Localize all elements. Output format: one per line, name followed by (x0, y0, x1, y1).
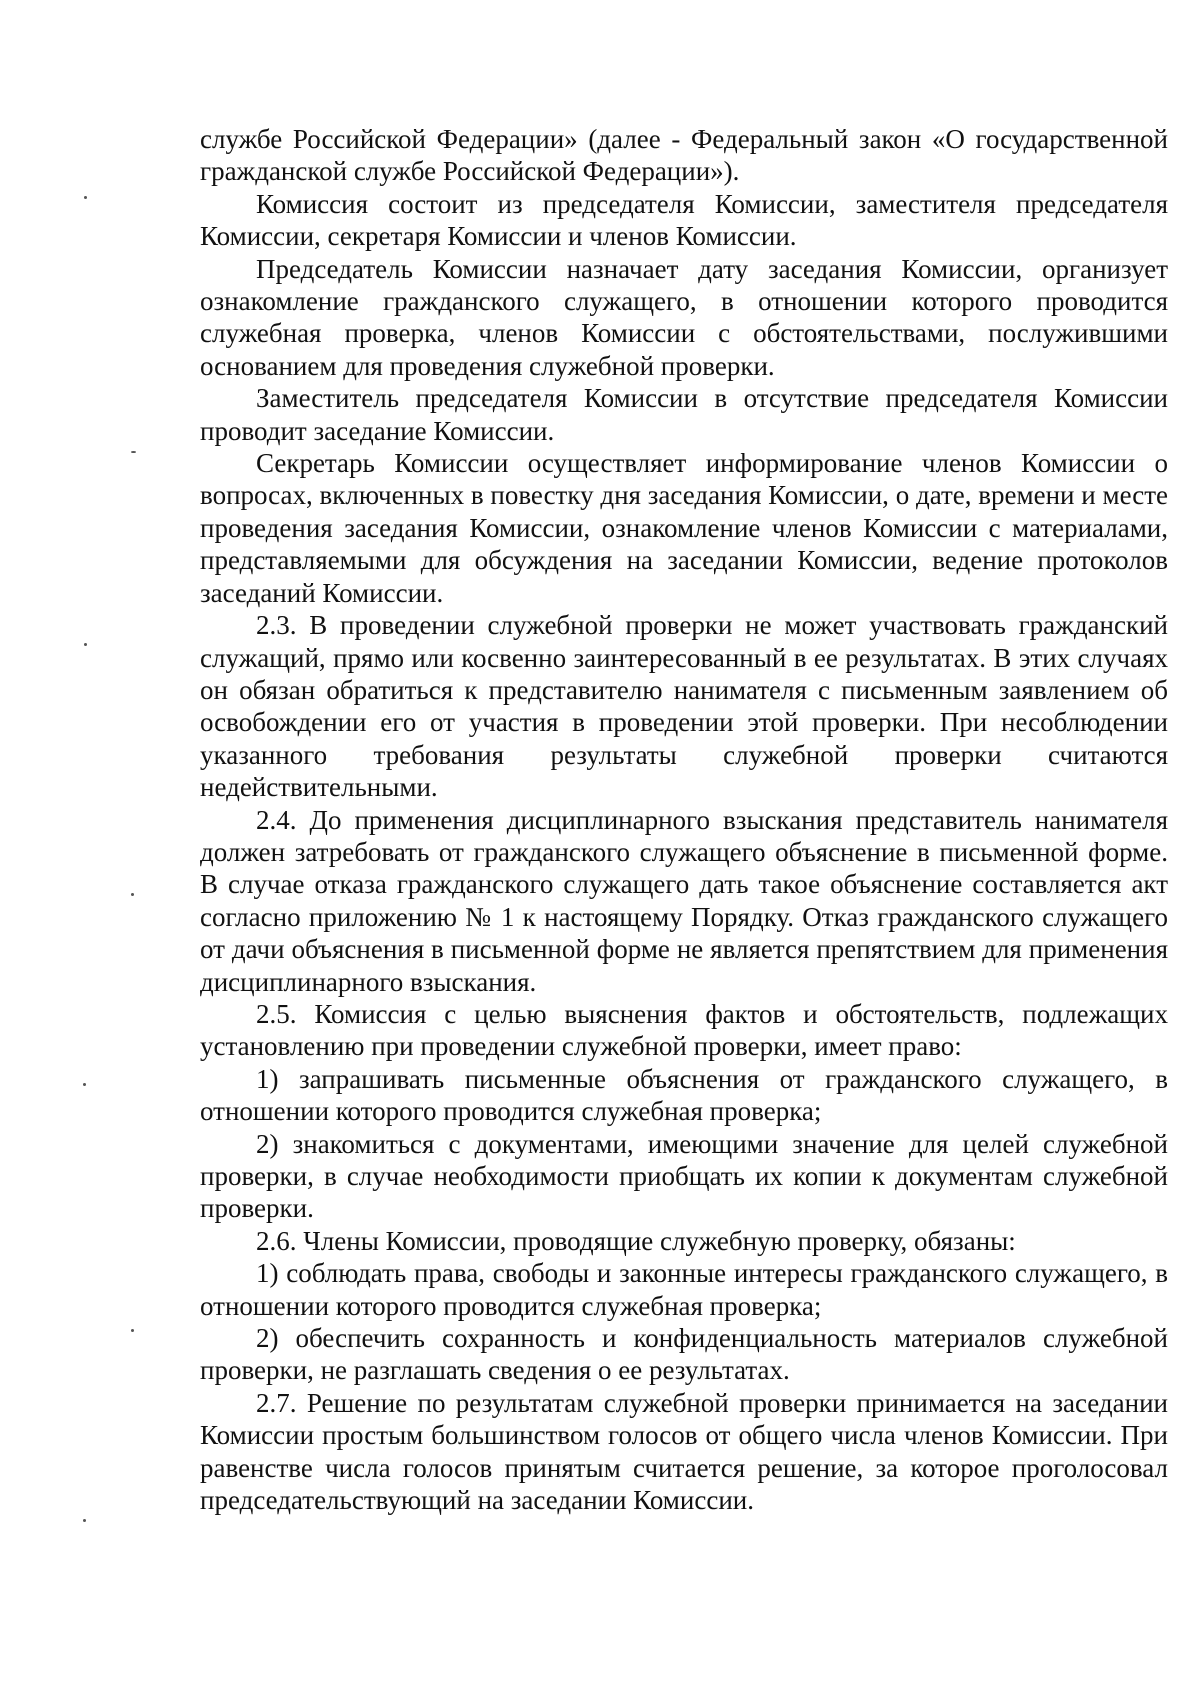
scan-speck (131, 893, 134, 896)
scan-speck (131, 1329, 134, 1332)
paragraph: 2.3. В проведении служебной проверки не может участвовать гражданский служащий, прямо или косвенно заинтересованный в ее результатах. В этих случаях он обязан обратиться к представителю нанимателя с письменным заявлением об освобождении его от участия в проведении этой проверки. При несоблюдении указанного требования результаты служебной проверки считаются недействительными. (200, 610, 1168, 803)
list-item: 2) обеспечить сохранность и конфиденциальность материалов служебной проверки, не разглашать сведения о ее результатах. (200, 1323, 1168, 1386)
paragraph: 2.4. До применения дисциплинарного взыскания представитель нанимателя должен затребовать от гражданского служащего объяснение в письменной форме. В случае отказа гражданского служащего дать такое объяснение составляется акт согласно приложению № 1 к настоящему Порядку. Отказ гражданского служащего от дачи объяснения в письменной форме не является препятствием для применения дисциплинарного взыскания. (200, 804, 1168, 997)
list-item: 2) знакомиться с документами, имеющими значение для целей служебной проверки, в случае необходимости приобщать их копии к документам служебной проверки. (200, 1128, 1168, 1224)
document-body (200, 123, 1168, 1516)
scan-speck (83, 1519, 86, 1522)
paragraph: 2.6. Члены Комиссии, проводящие служебную проверку, обязаны: (256, 1225, 1016, 1256)
paragraph: Комиссия состоит из председателя Комиссии, заместителя председателя Комиссии, секретаря Комиссии и членов Комиссии. (200, 188, 1168, 252)
list-item: 1) запрашивать письменные объяснения от гражданского служащего, в отношении которого проводится служебная проверка; (200, 1063, 1168, 1127)
paragraph: 2.5. Комиссия с целью выяснения фактов и обстоятельств, подлежащих установлению при проведении служебной проверки, имеет право: (200, 998, 1168, 1062)
scan-speck (84, 196, 87, 199)
paragraph: Председатель Комиссии назначает дату заседания Комиссии, организует ознакомление гражданского служащего, в отношении которого проводится служебная проверка, членов Комиссии с обстоятельствами, послужившими основанием для проведения служебной проверки. (200, 253, 1168, 381)
scan-speck (84, 643, 87, 646)
scan-speck (83, 1083, 86, 1086)
paragraph: Заместитель председателя Комиссии в отсутствие председателя Комиссии проводит заседание Комиссии. (200, 383, 1168, 446)
paragraph: Секретарь Комиссии осуществляет информирование членов Комиссии о вопросах, включенных в повестку дня заседания Комиссии, о дате, времени и месте проведения заседания Комиссии, ознакомление членов Комиссии с материалами, представляемыми для обсуждения на заседании Комиссии, ведение протоколов заседаний Комиссии. (200, 448, 1168, 608)
scan-speck (131, 451, 136, 453)
paragraph: 2.7. Решение по результатам служебной проверки принимается на заседании Комиссии простым большинством голосов от общего числа членов Комиссии. При равенстве числа голосов принятым считается решение, за которое проголосовал председательствующий на заседании Комиссии. (200, 1387, 1168, 1516)
list-item: 1) соблюдать права, свободы и законные интересы гражданского служащего, в отношении которого проводится служебная проверка; (200, 1258, 1168, 1321)
paragraph: службе Российской Федерации» (далее - Федеральный закон «О государственной гражданской службе Российской Федерации»). (200, 124, 1168, 187)
